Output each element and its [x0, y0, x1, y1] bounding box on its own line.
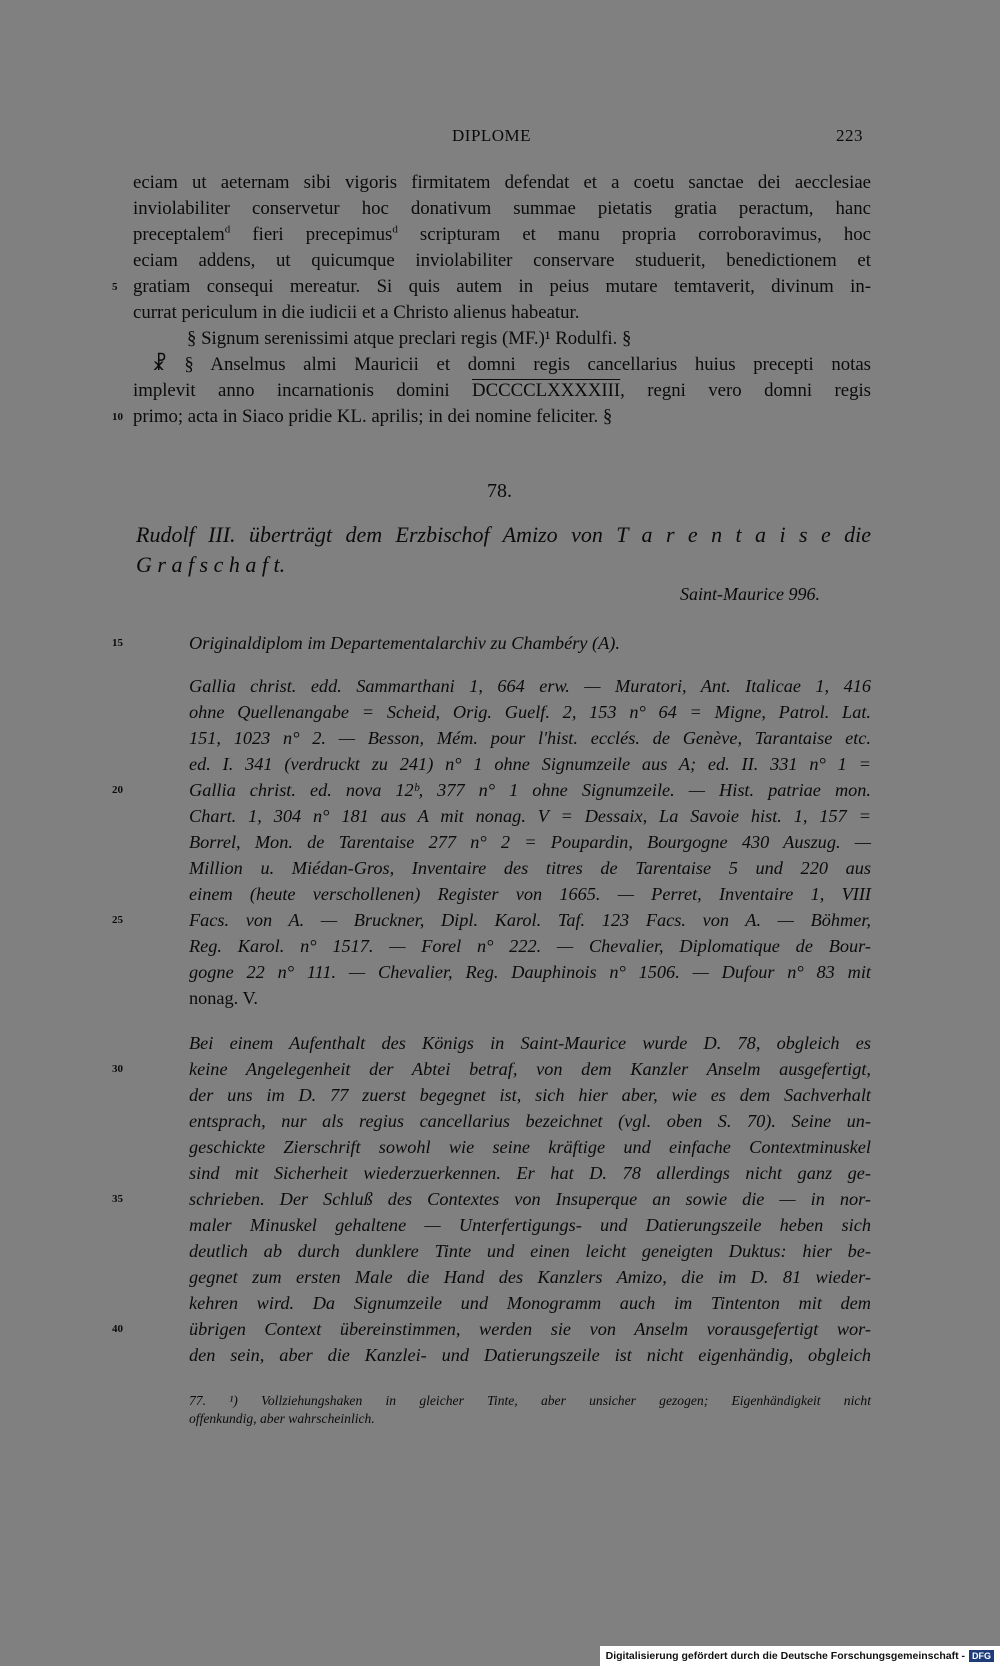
document-number: 78. [487, 480, 512, 502]
commentary-line: deutlich ab durch dunklere Tinte und einen leicht geneigten Duktus: hier be- [189, 1241, 871, 1261]
commentary-line: entsprach, nur als regius cancellarius bezeichnet (vgl. oben S. 70). Seine un- [189, 1111, 871, 1131]
commentary-line: sind mit Sicherheit wiederzuerkennen. Er hat D. 78 allerdings nicht ganz ge- [189, 1163, 871, 1183]
bibliography-line: ed. I. 341 (verdruckt zu 241) n° 1 ohne Signumzeile aus A; ed. II. 331 n° 1 = [189, 754, 871, 774]
place-date: Saint-Maurice 996. [680, 584, 820, 604]
recognition-line-a: ☧ § Anselmus almi Mauricii et domni regis cancellarius huius precepti notas [152, 354, 871, 375]
running-title: DIPLOME [452, 126, 532, 145]
text-fragment: implevit anno incarnationis domini [133, 380, 472, 401]
tradition: Originaldiplom im Departementalarchiv zu Chambéry (A). [189, 633, 620, 653]
line-number: 20 [112, 784, 123, 796]
regest-line-1: Rudolf III. überträgt dem Erzbischof Amizo von T a r e n t a i s e die [136, 522, 871, 547]
commentary-line: geschickte Zierschrift sowohl wie seine kräftige und einfache Contextminuskel [189, 1137, 871, 1157]
bibliography-line: Chart. 1, 304 n° 181 aus A mit nonag. V = Dessaix, La Savoie hist. 1, 157 = [189, 806, 871, 826]
doc77-line-5: gratiam consequi mereatur. Si quis autem in peius mutare temtaverit, divinum in- [133, 276, 871, 297]
line-number: 15 [112, 637, 123, 649]
bibliography-line: ohne Quellenangabe = Scheid, Orig. Guelf. 2, 153 n° 64 = Migne, Patrol. Lat. [189, 702, 871, 722]
regest-line-2: G r a f s c h a f t. [136, 552, 286, 577]
line-number: 10 [112, 411, 123, 423]
signum-line: § Signum serenissimi atque preclari regis (MF.)¹ Rodulfi. § [187, 328, 632, 349]
digitization-credit [600, 1646, 1000, 1666]
bibliography-line: Borrel, Mon. de Tarentaise 277 n° 2 = Poupardin, Bourgogne 430 Auszug. — [189, 832, 871, 852]
dfg-logo: DFG [969, 1650, 994, 1662]
footnote-line-2: offenkundig, aber wahrscheinlich. [189, 1411, 375, 1426]
commentary-line: schrieben. Der Schluß des Contextes von Insuperque an sowie die — in nor- [189, 1189, 871, 1209]
text-fragment: preceptalem [133, 224, 225, 245]
doc77-line-4: eciam addens, ut quicumque inviolabiliter conservare studuerit, benedictionem et [133, 250, 871, 271]
footnote-sigle: d [392, 223, 398, 236]
bibliography-line: 151, 1023 n° 2. — Besson, Mém. pour l'hist. ecclés. de Genève, Tarantaise etc. [189, 728, 871, 748]
text-fragment: , regni vero domni regis [620, 380, 871, 401]
doc77-line-3 [133, 222, 871, 248]
line-number: 30 [112, 1063, 123, 1075]
recognition-line-c: primo; acta in Siaco pridie KL. aprilis; in dei nomine feliciter. § [133, 406, 613, 427]
commentary-line: maler Minuskel gehaltene — Unterfertigungs- und Datierungszeile heben sich [189, 1215, 871, 1235]
bibliography-line: gogne 22 n° 111. — Chevalier, Reg. Dauphinois n° 1506. — Dufour n° 83 mit [189, 962, 871, 982]
line-number: 5 [112, 281, 118, 293]
line-number: 35 [112, 1193, 123, 1205]
text-fragment: fieri precepimus [230, 224, 393, 245]
bibliography-line: Gallia christ. edd. Sammarthani 1, 664 erw. — Muratori, Ant. Italicae 1, 416 [189, 676, 871, 696]
commentary-line: Bei einem Aufenthalt des Königs in Saint-Maurice wurde D. 78, obgleich es [189, 1033, 871, 1053]
commentary-line: den sein, aber die Kanzlei- und Datierungszeile ist nicht eigenhändig, obgleich [189, 1345, 871, 1365]
bibliography-line: Million u. Miédan-Gros, Inventaire des titres de Tarentaise 5 und 220 aus [189, 858, 871, 878]
credit-text: Digitalisierung gefördert durch die Deutsche Forschungsgemeinschaft - [605, 1650, 965, 1662]
incarnation-year: DCCCCLXXXXIII [472, 380, 621, 401]
commentary-line: übrigen Context übereinstimmen, werden sie von Anselm vorausgefertigt wor- [189, 1319, 871, 1339]
commentary-line: gegnet zum ersten Male die Hand des Kanzlers Amizo, die im D. 81 wieder- [189, 1267, 871, 1287]
commentary-line: keine Angelegenheit der Abtei betraf, von dem Kanzler Anselm ausgefertigt, [189, 1059, 871, 1079]
commentary-line: der uns im D. 77 zuerst begegnet ist, sich hier aber, wie es dem Sachverhalt [189, 1085, 871, 1105]
bibliography-line: Gallia christ. ed. nova 12ᵇ, 377 n° 1 ohne Signumzeile. — Hist. patriae mon. [189, 780, 871, 800]
bibliography-line: einem (heute verschollenen) Register von 1665. — Perret, Inventaire 1, VIII [189, 884, 871, 904]
commentary-line: kehren wird. Da Signumzeile und Monogramm auch im Tintenton mit dem [189, 1293, 871, 1313]
footnote-line-1: 77. ¹) Vollziehungshaken in gleicher Tinte, aber unsicher gezogen; Eigenhändigkeit nicht [189, 1393, 871, 1408]
doc77-line-2: inviolabiliter conservetur hoc donativum summae pietatis gratia peractum, hanc [133, 198, 871, 219]
bibliography-line: Reg. Karol. n° 1517. — Forel n° 222. — Chevalier, Diplomatique de Bour- [189, 936, 871, 956]
line-number: 25 [112, 914, 123, 926]
bibliography-line: Facs. von A. — Bruckner, Dipl. Karol. Taf. 123 Facs. von A. — Böhmer, [189, 910, 871, 930]
page-number: 223 [836, 126, 863, 145]
doc77-line-1: eciam ut aeternam sibi vigoris firmitatem defendat et a coetu sanctae dei aecclesiae [133, 172, 871, 193]
text-fragment: scripturam et manu propria corroboravimus, hoc [397, 224, 871, 245]
recognition-line-b [133, 378, 871, 404]
line-number: 40 [112, 1323, 123, 1335]
footnote-sigle: d [224, 223, 231, 236]
doc77-line-6: currat periculum in die iudicii et a Christo alienus habeatur. [133, 302, 580, 323]
bibliography-line: nonag. V. [189, 988, 258, 1008]
